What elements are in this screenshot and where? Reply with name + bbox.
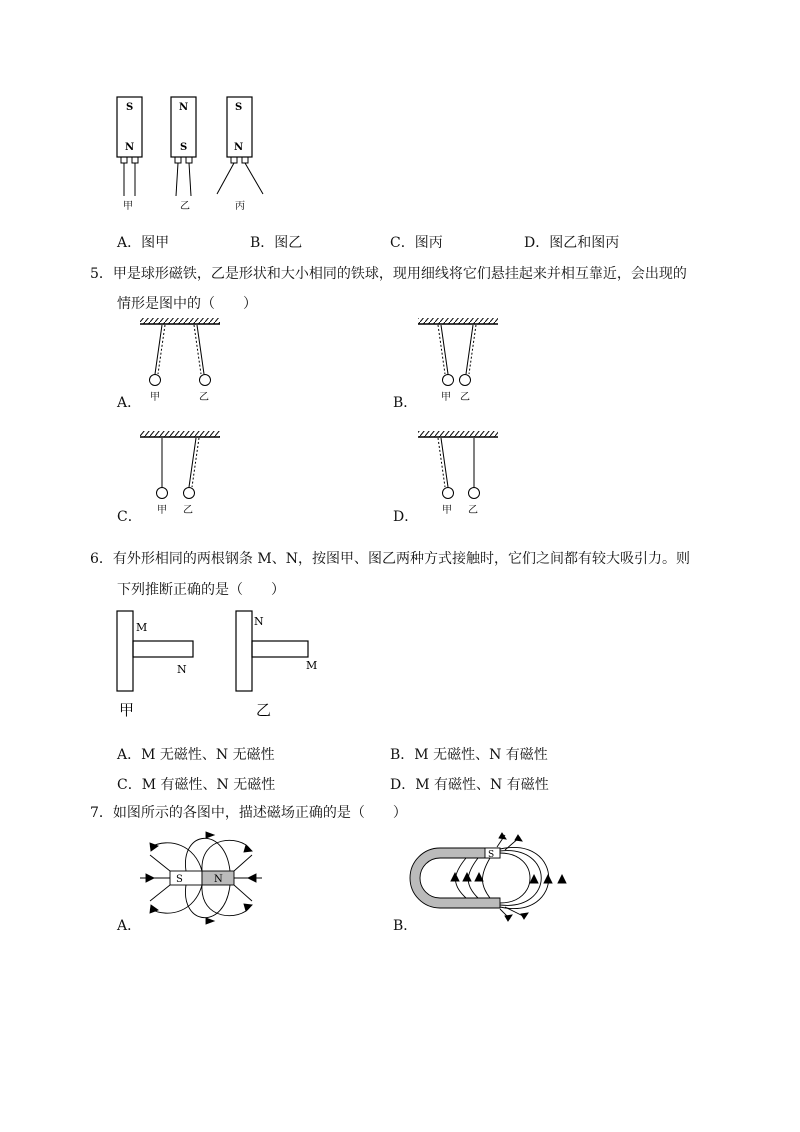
q4-option-c[interactable]: C．图丙: [390, 235, 443, 251]
q6-jia-caption: 甲: [119, 701, 135, 719]
q5a-ball-jia: 甲: [150, 392, 160, 403]
q6-yi-top-label: N: [254, 615, 264, 628]
bing-caption: 丙: [235, 201, 245, 212]
q7-option-a[interactable]: A．: [117, 918, 142, 934]
q5-stem-line1: 5．甲是球形磁铁，乙是形状和大小相同的铁球，现用细线将它们悬挂起来并相互靠近，会出现的: [90, 266, 687, 282]
q5-option-d[interactable]: D．: [393, 509, 419, 525]
q6-stem-line2: 下列推断正确的是（ ）: [117, 582, 285, 598]
q5d-ball-yi: 乙: [468, 505, 478, 516]
jia-caption: 甲: [123, 201, 133, 212]
q5-stem-line2: 情形是图中的（ ）: [117, 296, 257, 312]
q5-option-c[interactable]: C．: [117, 509, 142, 525]
q5-fig-c: [140, 431, 220, 516]
yi-bottom-pole: S: [180, 142, 188, 153]
q5c-ball-jia: 甲: [157, 505, 167, 516]
q7a-pole-s: S: [176, 874, 183, 885]
q7a-pole-n: N: [214, 874, 223, 885]
q6-figures: [0, 605, 800, 725]
q5-option-a[interactable]: A．: [117, 395, 142, 411]
yi-caption: 乙: [180, 201, 190, 212]
q6-fig-yi: [236, 611, 317, 719]
jia-top-pole: S: [126, 102, 134, 113]
jia-bottom-pole: N: [125, 142, 135, 153]
q5c-ball-yi: 乙: [183, 505, 193, 516]
q5-fig-d: [418, 431, 498, 516]
magnet-jia: [117, 97, 142, 212]
q6-jia-end-label: N: [177, 663, 187, 676]
magnet-yi: [171, 97, 196, 212]
q6-jia-top-label: M: [136, 621, 148, 634]
bing-bottom-pole: N: [234, 142, 244, 153]
q7-option-b[interactable]: B．: [393, 918, 418, 934]
q5d-ball-jia: 甲: [442, 505, 452, 516]
q4-figure: [0, 0, 800, 230]
q6-yi-end-label: M: [306, 659, 318, 672]
yi-top-pole: N: [179, 102, 189, 113]
q5-fig-a: [140, 318, 220, 403]
q6-fig-jia: [117, 611, 193, 719]
magnet-bing: [217, 97, 263, 212]
q6-option-d[interactable]: D．M 有磁性、N 有磁性: [390, 777, 549, 793]
q7-fig-a: [140, 832, 262, 924]
q5-fig-b: [418, 318, 498, 403]
q7-stem: 7．如图所示的各图中，描述磁场正确的是（ ）: [90, 805, 407, 821]
q4-option-b[interactable]: B．图乙: [250, 235, 303, 251]
q5b-ball-jia: 甲: [441, 392, 451, 403]
q6-yi-caption: 乙: [256, 701, 272, 719]
q4-option-d[interactable]: D．图乙和图丙: [524, 235, 620, 251]
q4-option-a[interactable]: A．图甲: [117, 235, 170, 251]
q5a-ball-yi: 乙: [199, 392, 209, 403]
q7b-pole-s: S: [488, 850, 495, 860]
q6-option-a[interactable]: A．M 无磁性、N 无磁性: [117, 747, 275, 763]
q6-option-c[interactable]: C．M 有磁性、N 无磁性: [117, 777, 276, 793]
q7-fig-b: [410, 833, 566, 921]
q6-stem-line1: 6．有外形相同的两根钢条 M、N，按图甲、图乙两种方式接触时，它们之间都有较大吸引力。则: [90, 551, 690, 567]
q6-option-b[interactable]: B．M 无磁性、N 有磁性: [390, 747, 548, 763]
q5-option-b[interactable]: B．: [393, 395, 418, 411]
bing-top-pole: S: [235, 102, 243, 113]
q5b-ball-yi: 乙: [460, 392, 470, 403]
